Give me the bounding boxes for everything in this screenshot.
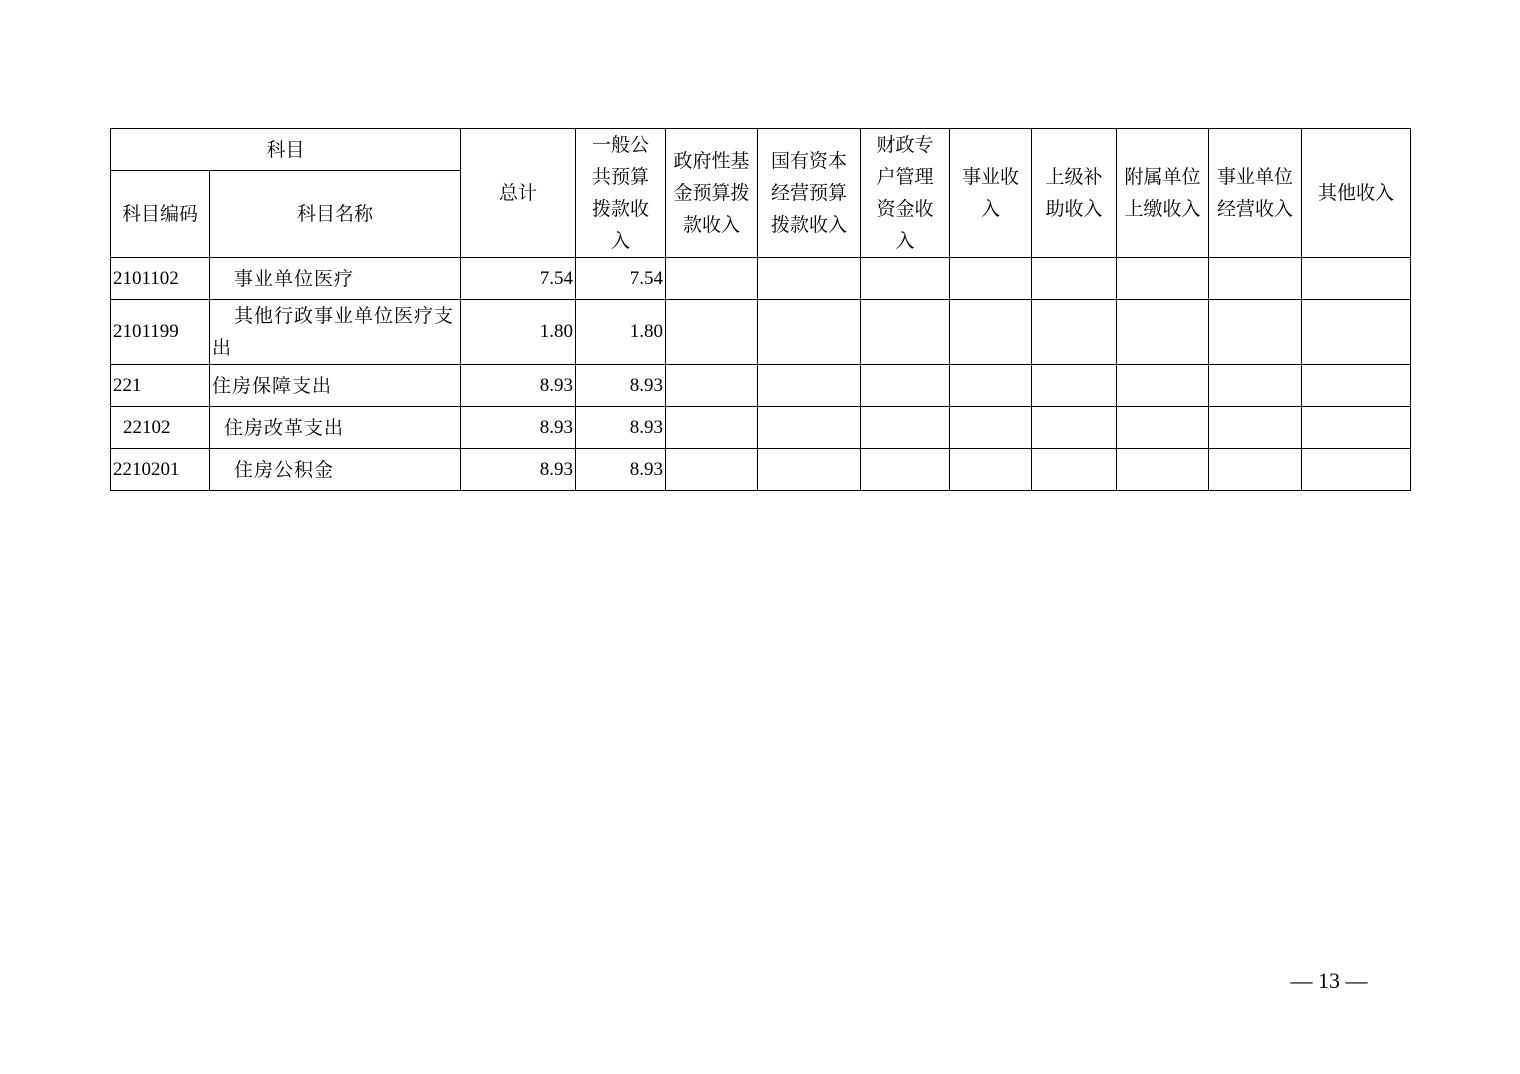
general-budget-value: 8.93 — [576, 365, 666, 407]
empty-cell — [1032, 258, 1117, 300]
header-total: 总计 — [461, 129, 576, 258]
header-general-budget: 一般公共预算拨款收入 — [576, 129, 666, 258]
header-other-income: 其他收入 — [1302, 129, 1411, 258]
table-row — [111, 258, 1411, 300]
subject-code: 2210201 — [111, 449, 210, 491]
header-subject-name: 科目名称 — [210, 171, 461, 258]
general-budget-value: 7.54 — [576, 258, 666, 300]
empty-cell — [1209, 449, 1302, 491]
empty-cell — [758, 258, 861, 300]
empty-cell — [1209, 365, 1302, 407]
total-value: 8.93 — [461, 365, 576, 407]
total-value: 8.93 — [461, 449, 576, 491]
empty-cell — [1209, 258, 1302, 300]
subject-name: 住房保障支出 — [210, 365, 461, 407]
table-row — [111, 365, 1411, 407]
table-row — [111, 407, 1411, 449]
total-value: 7.54 — [461, 258, 576, 300]
empty-cell — [1302, 300, 1411, 365]
empty-cell — [666, 365, 758, 407]
empty-cell — [1117, 258, 1209, 300]
header-affiliate-remit: 附属单位上缴收入 — [1117, 129, 1209, 258]
empty-cell — [1209, 300, 1302, 365]
subject-code: 22102 — [111, 407, 210, 449]
subject-code: 2101102 — [111, 258, 210, 300]
subject-code: 2101199 — [111, 300, 210, 365]
empty-cell — [1209, 407, 1302, 449]
subject-code: 221 — [111, 365, 210, 407]
table-row — [111, 300, 1411, 365]
empty-cell — [861, 258, 950, 300]
subject-name: 住房公积金 — [210, 449, 461, 491]
empty-cell — [1117, 300, 1209, 365]
total-value: 8.93 — [461, 407, 576, 449]
empty-cell — [1032, 300, 1117, 365]
header-business-income: 事业收入 — [950, 129, 1032, 258]
empty-cell — [1302, 407, 1411, 449]
empty-cell — [1117, 365, 1209, 407]
general-budget-value: 8.93 — [576, 449, 666, 491]
empty-cell — [950, 258, 1032, 300]
subject-name: 事业单位医疗 — [210, 258, 461, 300]
empty-cell — [1302, 258, 1411, 300]
empty-cell — [666, 300, 758, 365]
empty-cell — [950, 300, 1032, 365]
header-gov-fund: 政府性基金预算拨款收入 — [666, 129, 758, 258]
general-budget-value: 8.93 — [576, 407, 666, 449]
empty-cell — [1302, 449, 1411, 491]
empty-cell — [758, 300, 861, 365]
empty-cell — [861, 300, 950, 365]
header-special-account: 财政专户管理资金收入 — [861, 129, 950, 258]
empty-cell — [861, 407, 950, 449]
empty-cell — [950, 365, 1032, 407]
empty-cell — [666, 449, 758, 491]
empty-cell — [950, 449, 1032, 491]
header-superior-subsidy: 上级补助收入 — [1032, 129, 1117, 258]
empty-cell — [758, 449, 861, 491]
empty-cell — [1032, 407, 1117, 449]
empty-cell — [861, 449, 950, 491]
table-row — [111, 449, 1411, 491]
header-unit-operating: 事业单位经营收入 — [1209, 129, 1302, 258]
empty-cell — [1032, 449, 1117, 491]
header-state-capital: 国有资本经营预算拨款收入 — [758, 129, 861, 258]
budget-table — [110, 128, 1411, 491]
general-budget-value: 1.80 — [576, 300, 666, 365]
empty-cell — [758, 365, 861, 407]
empty-cell — [1032, 365, 1117, 407]
empty-cell — [861, 365, 950, 407]
page-number: — 13 — — [1290, 968, 1368, 993]
empty-cell — [1117, 407, 1209, 449]
total-value: 1.80 — [461, 300, 576, 365]
header-subject-code: 科目编码 — [111, 171, 210, 258]
subject-name: 住房改革支出 — [210, 407, 461, 449]
empty-cell — [666, 258, 758, 300]
subject-name: 其他行政事业单位医疗支出 — [210, 300, 461, 365]
header-subject-group: 科目 — [111, 129, 461, 171]
empty-cell — [666, 407, 758, 449]
empty-cell — [950, 407, 1032, 449]
empty-cell — [1302, 365, 1411, 407]
empty-cell — [1117, 449, 1209, 491]
empty-cell — [758, 407, 861, 449]
